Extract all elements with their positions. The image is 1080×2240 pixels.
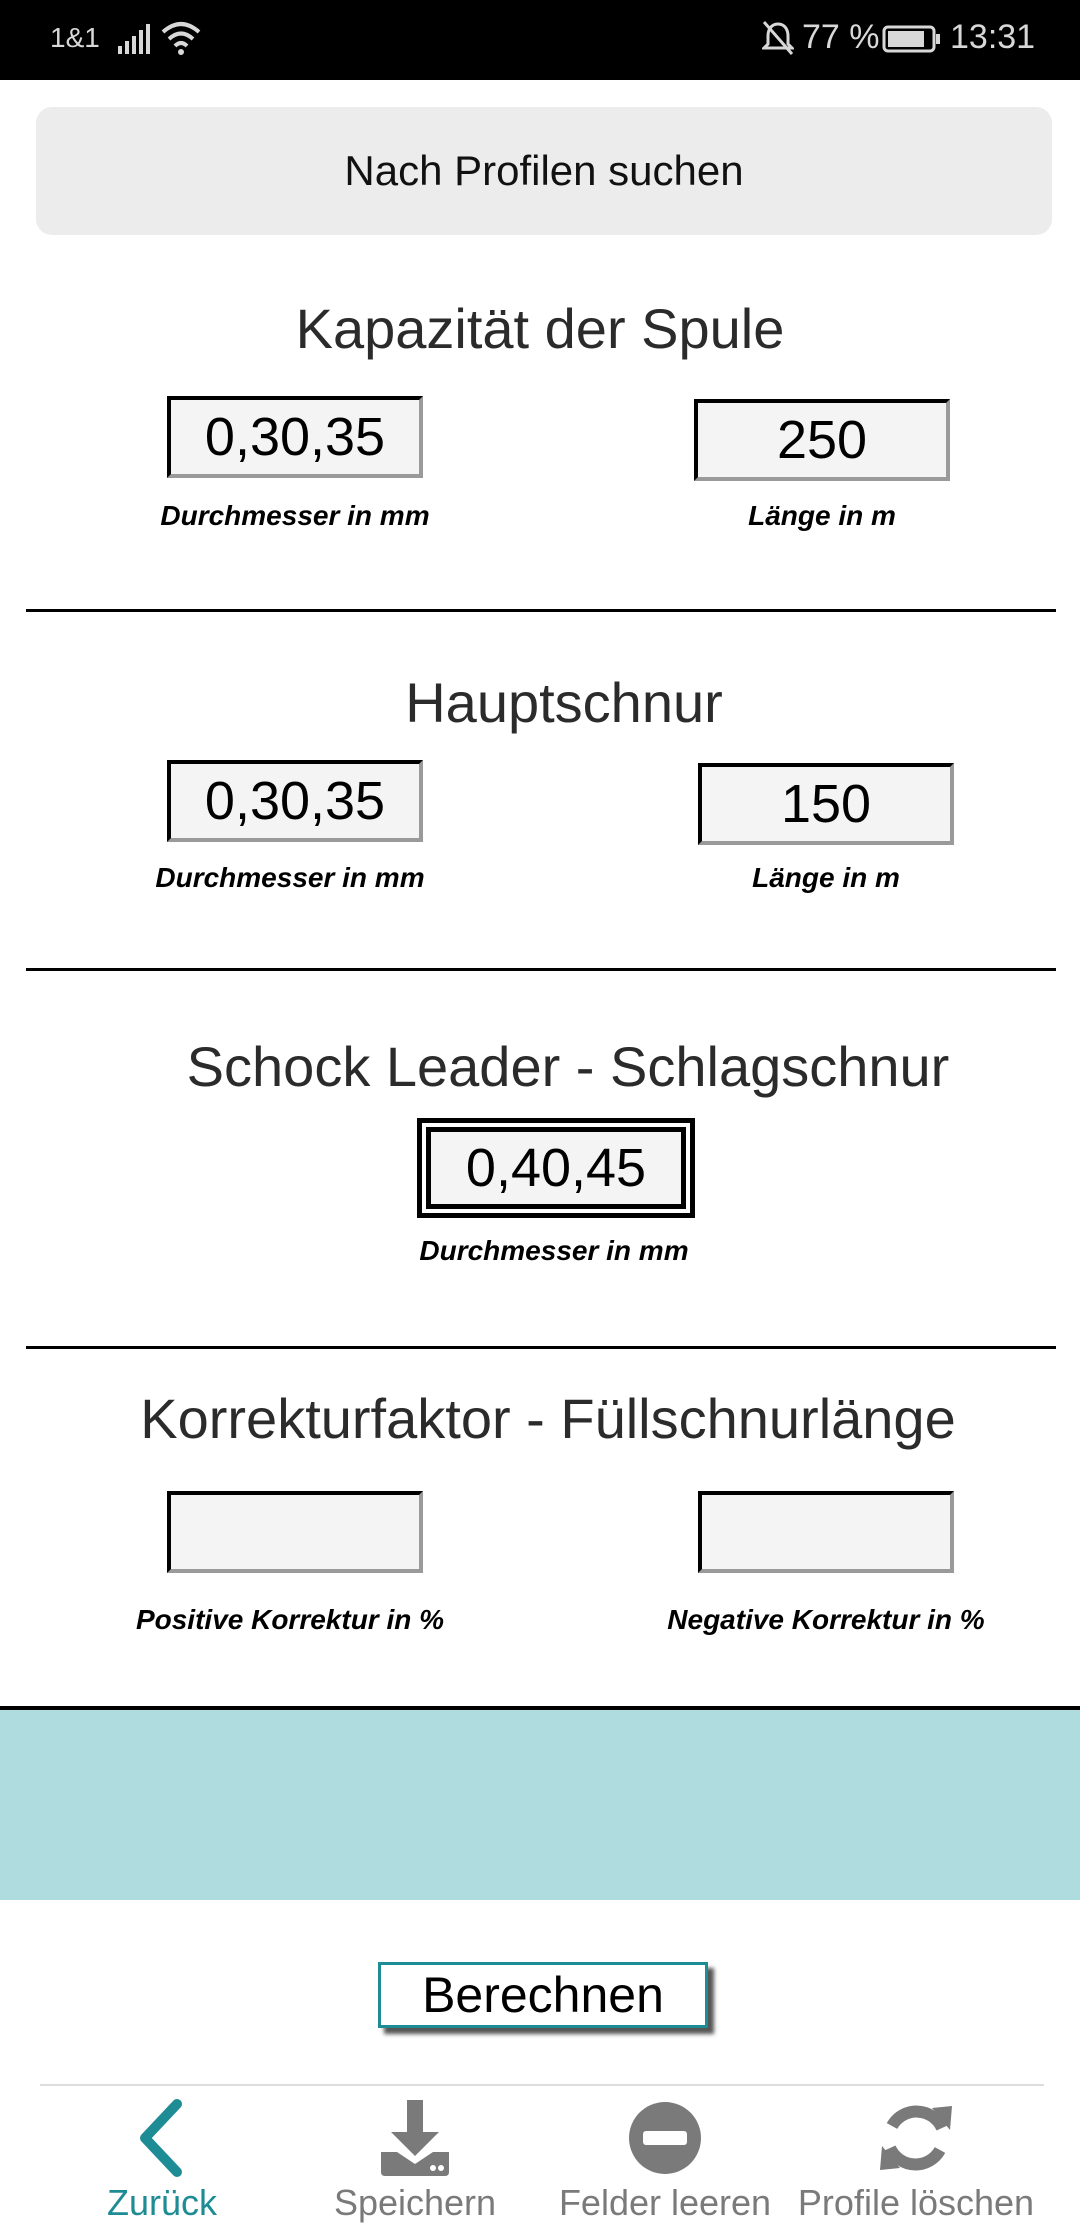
nav-clear-fields-label: Felder leeren [558,2182,772,2223]
bottom-nav-divider [40,2084,1044,2086]
nav-save-button[interactable] [280,2098,550,2240]
battery-percent: 77 % [802,18,880,56]
section-divider [26,609,1056,612]
nav-delete-profiles-label: Profile löschen [797,2182,1035,2223]
section-divider [26,968,1056,971]
minus-circle-icon [625,2098,705,2183]
download-icon [375,2098,455,2183]
result-area [0,1706,1080,1900]
battery-icon [882,24,942,59]
shock-leader-diameter-input[interactable]: 0,40,45 [426,1127,686,1209]
refresh-icon [876,2098,956,2183]
main-line-length-input[interactable]: 150 [698,763,954,845]
search-profiles-button[interactable]: Nach Profilen suchen [36,107,1052,235]
spool-length-label: Länge in m [748,500,896,531]
calculate-button[interactable]: Berechnen [378,1962,708,2028]
spool-diameter-label: Durchmesser in mm [160,500,430,531]
chevron-left-icon [127,2098,197,2183]
shock-leader-title: Schock Leader - Schlagschnur [186,1035,950,1098]
shock-leader-diameter-label: Durchmesser in mm [419,1235,689,1266]
nav-back-label: Zurück [106,2182,218,2223]
nav-delete-profiles-button[interactable] [781,2098,1051,2240]
nav-clear-fields-button[interactable] [530,2098,800,2240]
section-divider [26,1346,1056,1349]
main-line-diameter-input[interactable]: 0,30,35 [167,760,423,842]
spool-diameter-input[interactable]: 0,30,35 [167,396,423,478]
negative-correction-label: Negative Korrektur in % [667,1604,985,1635]
status-bar [0,0,1080,80]
negative-correction-input[interactable] [698,1491,954,1573]
main-line-title: Hauptschnur [405,671,723,734]
nav-save-label: Speichern [333,2182,497,2223]
positive-correction-label: Positive Korrektur in % [135,1604,445,1635]
wifi-icon [160,20,202,61]
notifications-muted-icon [762,20,794,61]
carrier-label: 1&1 [50,22,100,53]
positive-correction-input[interactable] [167,1491,423,1573]
main-line-diameter-label: Durchmesser in mm [155,862,425,893]
clock: 13:31 [950,18,1036,56]
spool-capacity-title: Kapazität der Spule [295,297,785,360]
spool-length-input[interactable]: 250 [694,399,950,481]
nav-back-button[interactable] [27,2098,297,2240]
correction-factor-title: Korrekturfaktor - Füllschnurlänge [140,1387,956,1450]
main-line-length-label: Länge in m [752,862,900,893]
signal-icon [118,24,152,59]
